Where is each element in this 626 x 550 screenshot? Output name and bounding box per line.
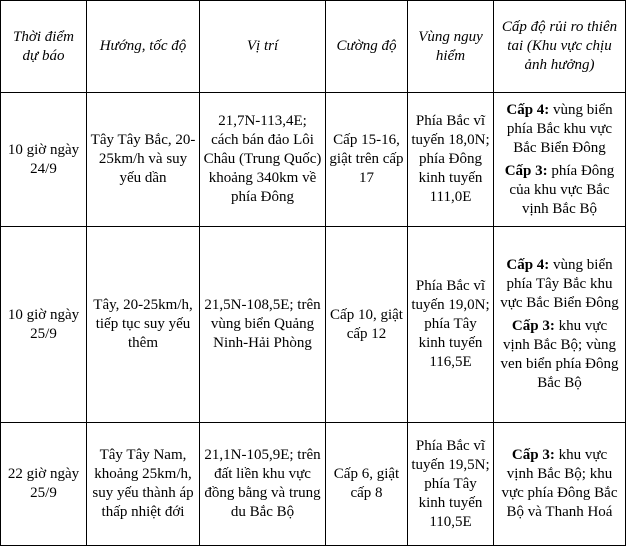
cell-danger-zone: Phía Bắc vĩ tuyến 19,0N; phía Tây kinh tuyến 116,5E <box>408 227 494 423</box>
risk-level: Cấp 3: <box>511 318 555 334</box>
cell-time: 10 giờ ngày 24/9 <box>1 93 87 227</box>
risk-item <box>497 256 622 313</box>
header-risk: Cấp độ rủi ro thiên tai (Khu vực chịu ảnh hưởng) <box>494 1 626 93</box>
cell-position: 21,5N-108,5E; trên vùng biển Quảng Ninh-Hải Phòng <box>200 227 326 423</box>
cell-direction: Tây Tây Nam, khoảng 25km/h, suy yếu thành áp thấp nhiệt đới <box>87 423 200 546</box>
table-row <box>1 423 626 546</box>
risk-area: phía Đông của khu vực Bắc vịnh Bắc Bộ <box>509 162 615 217</box>
risk-area: khu vực vịnh Bắc Bộ; vùng ven biển phía Đông Bắc Bộ <box>500 318 619 391</box>
cell-time: 10 giờ ngày 25/9 <box>1 227 87 423</box>
header-intensity: Cường độ <box>326 1 408 93</box>
cell-intensity: Cấp 6, giật cấp 8 <box>326 423 408 546</box>
cell-position: 21,7N-113,4E; cách bán đảo Lôi Châu (Trung Quốc) khoảng 340km về phía Đông <box>200 93 326 227</box>
cell-risk <box>494 227 626 423</box>
header-row <box>1 1 626 93</box>
cell-time: 22 giờ ngày 25/9 <box>1 423 87 546</box>
cell-direction: Tây Tây Bắc, 20-25km/h và suy yếu dần <box>87 93 200 227</box>
risk-level: Cấp 3: <box>511 447 555 463</box>
cell-danger-zone: Phía Bắc vĩ tuyến 18,0N; phía Đông kinh tuyến 111,0E <box>408 93 494 227</box>
cell-danger-zone: Phía Bắc vĩ tuyến 19,5N; phía Tây kinh tuyến 110,5E <box>408 423 494 546</box>
header-danger-zone: Vùng nguy hiểm <box>408 1 494 93</box>
table-row <box>1 93 626 227</box>
risk-area: vùng biển phía Bắc khu vực Bắc Biển Đông <box>506 101 613 156</box>
table-row <box>1 227 626 423</box>
risk-item <box>497 446 622 522</box>
header-time: Thời điểm dự báo <box>1 1 87 93</box>
risk-level: Cấp 4: <box>506 101 550 118</box>
cell-risk <box>494 93 626 227</box>
risk-area: khu vực vịnh Bắc Bộ; khu vực phía Đông Bắc Bộ và Thanh Hoá <box>501 447 618 520</box>
header-direction: Hướng, tốc độ <box>87 1 200 93</box>
risk-item <box>497 162 622 219</box>
risk-item <box>497 101 622 158</box>
risk-item <box>497 317 622 393</box>
cell-direction: Tây, 20-25km/h, tiếp tục suy yếu thêm <box>87 227 200 423</box>
cell-intensity: Cấp 15-16, giật trên cấp 17 <box>326 93 408 227</box>
cell-risk <box>494 423 626 546</box>
risk-level: Cấp 4: <box>506 257 550 273</box>
header-position: Vị trí <box>200 1 326 93</box>
risk-level: Cấp 3: <box>504 162 548 179</box>
cell-intensity: Cấp 10, giật cấp 12 <box>326 227 408 423</box>
risk-area: vùng biển phía Tây Bắc khu vực Bắc Biển Đông <box>500 257 619 311</box>
cell-position: 21,1N-105,9E; trên đất liền khu vực đồng bằng và trung du Bắc Bộ <box>200 423 326 546</box>
